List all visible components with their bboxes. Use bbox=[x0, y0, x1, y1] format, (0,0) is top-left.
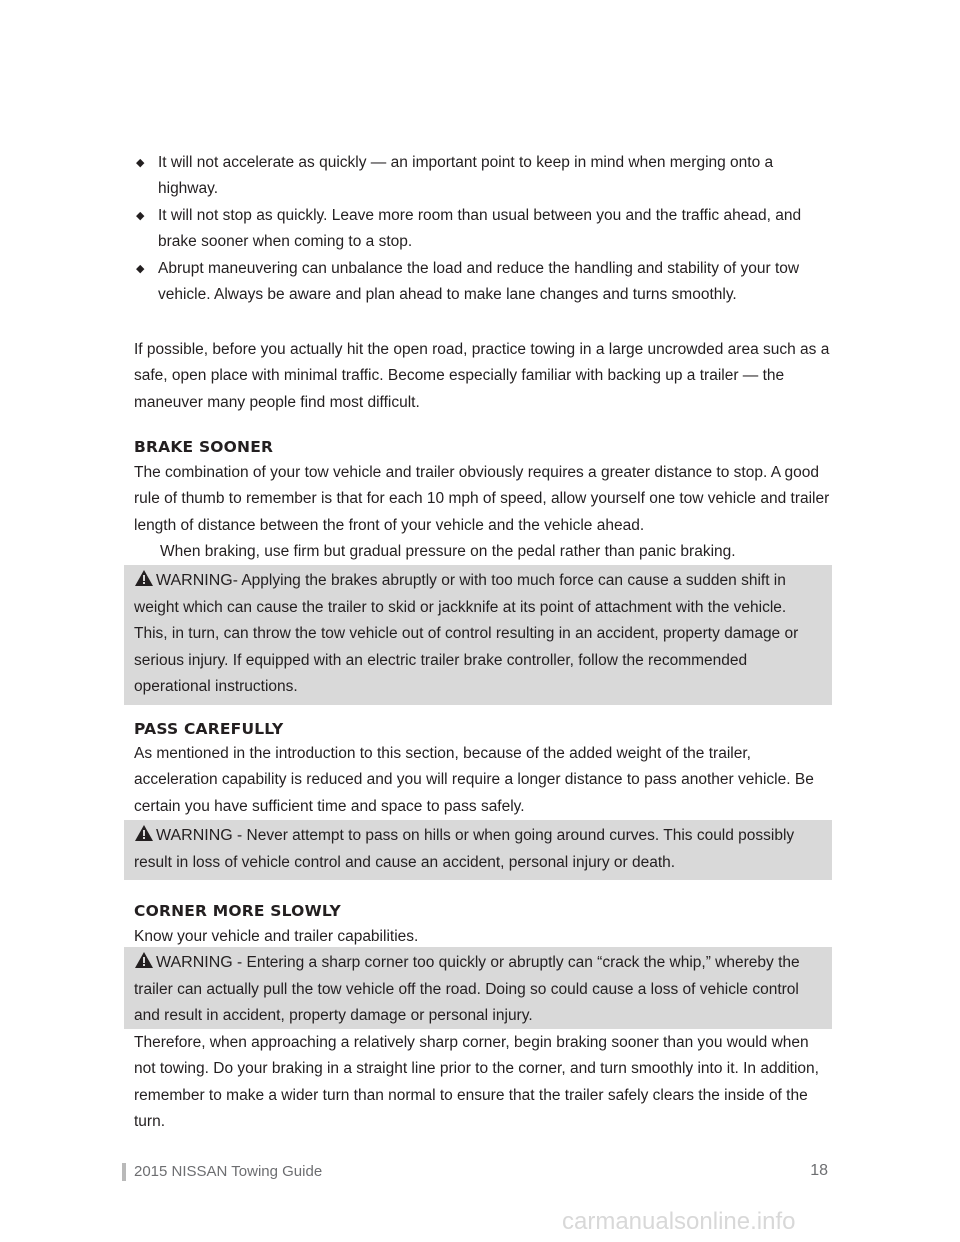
corner-after: Therefore, when approaching a relatively sharp corner, begin braking sooner than you would when not towing. Do your braking in a straight line prior to the corner, and turn smoothly into it. In addition, remember to make a wider turn than normal to ensure that the trailer safely clears the inside of the turn. bbox=[134, 1034, 819, 1130]
warning-label: WARNING bbox=[156, 954, 233, 971]
list-item: ◆ Abrupt maneuvering can unbalance the load and reduce the handling and stability of your tow vehicle. Always be aware and plan ahead to make lane changes and turns smoothly. bbox=[134, 256, 834, 308]
warning-text: - Applying the brakes abruptly or with too much force can cause a sudden shift in weight which can cause the trailer to skid or jackknife at its point of attachment with the vehicle. This, in turn, can throw the tow vehicle out of control resulting in an accident, property damage or serious injury. If equipped with an electric trailer brake controller, follow the recommended operational instructions. bbox=[134, 572, 799, 695]
diamond-bullet-icon: ◆ bbox=[136, 263, 145, 275]
list-item: ◆ It will not stop as quickly. Leave more room than usual between you and the traffic ahead, and brake sooner when coming to a stop. bbox=[134, 203, 834, 255]
bullet-list bbox=[134, 150, 834, 309]
warning-box-pass bbox=[124, 820, 832, 880]
warning-box-corner bbox=[124, 947, 832, 1029]
warning-text: - Never attempt to pass on hills or when going around curves. This could possibly result in loss of vehicle control and cause an accident, personal injury or death. bbox=[134, 827, 795, 871]
brake-body-text: The combination of your tow vehicle and trailer obviously requires a greater distance to stop. A good rule of thumb to remember is that for each 10 mph of speed, allow yourself one tow vehicle and trailer length of distance between the front of your vehicle and the vehicle ahead. bbox=[134, 464, 830, 534]
footer-title: 2015 NISSAN Towing Guide bbox=[134, 1163, 323, 1180]
diamond-bullet-icon: ◆ bbox=[136, 157, 145, 169]
pass-body: As mentioned in the introduction to this section, because of the added weight of the trailer, acceleration capability is reduced and you will require a longer distance to pass another vehicle. Be certain you have sufficient time and space to pass safely. bbox=[134, 745, 814, 815]
brake-body-indented: When braking, use firm but gradual pressure on the pedal rather than panic braking. bbox=[160, 542, 736, 560]
section-heading-corner: CORNER MORE SLOWLY bbox=[134, 902, 341, 920]
page-number: 18 bbox=[810, 1162, 828, 1179]
brake-body bbox=[134, 460, 834, 565]
page-footer bbox=[122, 1160, 828, 1182]
watermark: carmanualsonline.info bbox=[562, 1208, 796, 1235]
intro-paragraph: If possible, before you actually hit the open road, practice towing in a large uncrowded area such as a safe, open place with minimal traffic. Become especially familiar with backing up a trailer — the maneuver many people find most difficult. bbox=[134, 341, 830, 411]
warning-label: WARNING bbox=[156, 827, 233, 844]
section-heading-pass: PASS CAREFULLY bbox=[134, 720, 284, 738]
warning-triangle-icon bbox=[134, 824, 154, 842]
diamond-bullet-icon: ◆ bbox=[136, 210, 145, 222]
corner-body: Know your vehicle and trailer capabilities. bbox=[134, 928, 419, 945]
warning-text: - Entering a sharp corner too quickly or abruptly can “crack the whip,” whereby the trailer can actually pull the tow vehicle off the road. Doing so could cause a loss of vehicle control and result in accident, property damage or personal injury. bbox=[134, 954, 800, 1024]
section-heading-brake: BRAKE SOONER bbox=[134, 438, 274, 456]
warning-triangle-icon bbox=[134, 951, 154, 969]
warning-box-brake bbox=[124, 565, 832, 705]
footer-bar bbox=[122, 1163, 126, 1181]
warning-triangle-icon bbox=[134, 569, 154, 587]
warning-label: WARNING bbox=[156, 572, 233, 589]
list-item: ◆ It will not accelerate as quickly — an important point to keep in mind when merging onto a highway. bbox=[134, 150, 834, 202]
